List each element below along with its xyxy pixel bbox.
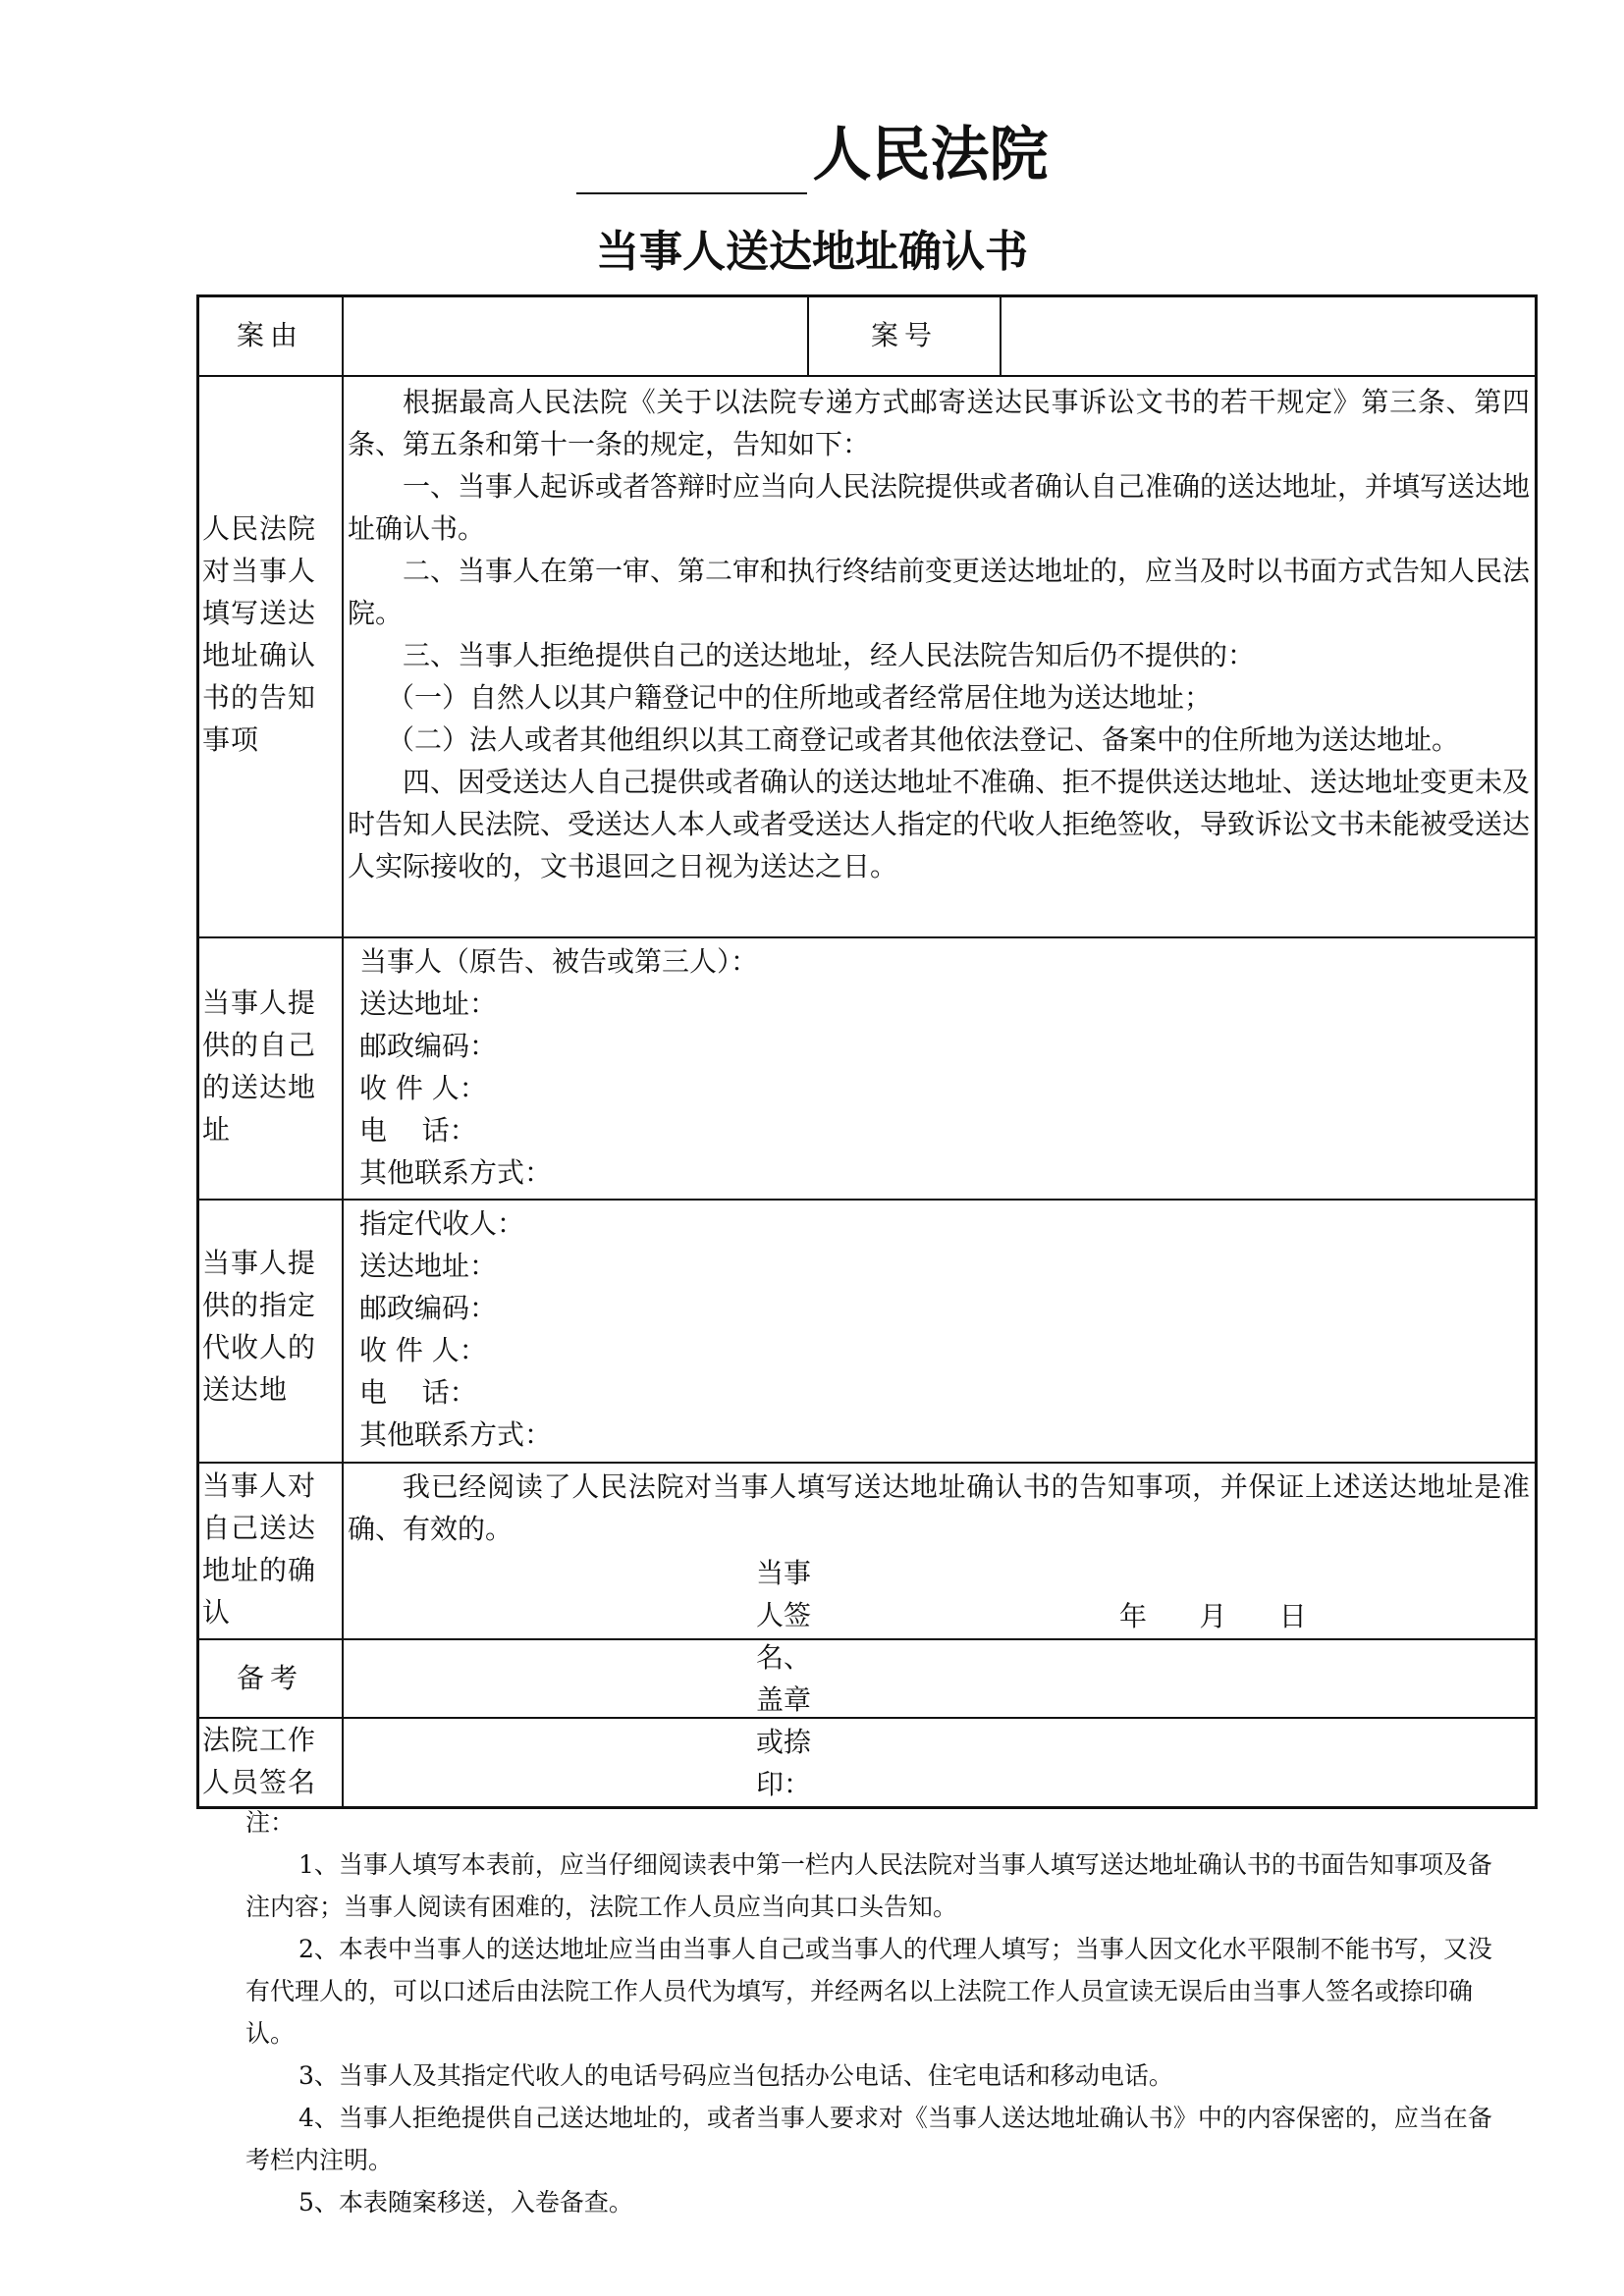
recipient-field[interactable]: 收 件 人：	[359, 1334, 487, 1366]
recipient-field[interactable]: 收 件 人：	[359, 1072, 487, 1104]
own-address-fields	[359, 940, 1528, 1194]
document-title: 当事人送达地址确认书	[596, 227, 1028, 277]
confirmation-label: 当事人对自己送达地址的确认	[202, 1469, 317, 1629]
address-field[interactable]: 送达地址：	[359, 1250, 498, 1282]
note-item: 5、本表随案移送，入卷备查。	[298, 2188, 633, 2216]
other-contact-field[interactable]: 其他联系方式：	[359, 1156, 553, 1189]
notes-title: 注：	[245, 1808, 296, 1837]
row-divider	[196, 375, 1538, 377]
notice-paragraph: 一、当事人起诉或者答辩时应当向人民法院提供或者确认自己准确的送达地址，并填写送达地址确认书。	[348, 470, 1531, 545]
note-item: 1、当事人填写本表前，应当仔细阅读表中第一栏内人民法院对当事人填写送达地址确认书的书面告知事项及备注内容；当事人阅读有困难的，法院工作人员应当向其口头告知。	[245, 1850, 1492, 1921]
other-contact-field[interactable]: 其他联系方式：	[359, 1418, 553, 1451]
agent-address-label: 当事人提供的指定代收人的送达地	[202, 1247, 317, 1406]
agent-name-field[interactable]: 指定代收人：	[359, 1207, 525, 1240]
date-line[interactable]: 年 月 日	[1119, 1600, 1307, 1632]
notice-paragraph: 三、当事人拒绝提供自己的送达地址，经人民法院告知后仍不提供的：	[403, 639, 1256, 671]
address-field[interactable]: 送达地址：	[359, 988, 498, 1020]
court-title-suffix: 人民法院	[812, 121, 1049, 189]
row-divider	[196, 1638, 1538, 1640]
notice-paragraph: （一）自然人以其户籍登记中的住所地或者经常居住地为送达地址；	[387, 681, 1213, 714]
table-border-left	[196, 294, 199, 1809]
agent-address-fields	[359, 1202, 1528, 1456]
notice-paragraph: 四、因受送达人自己提供或者确认的送达地址不准确、拒不提供送达地址、送达地址变更未及时告知人民法院、受送达人本人或者受送达人指定的代收人拒绝签收，导致诉讼文书未能被受送达人实际接收的，文书退回之日视为送达之日。	[348, 766, 1531, 882]
row-divider	[196, 1462, 1538, 1464]
remarks-label: 备考	[236, 1662, 303, 1694]
column-divider	[1000, 294, 1001, 377]
staff-signature-label: 法院工作人员签名	[202, 1724, 317, 1798]
court-title	[0, 116, 1624, 194]
row-divider	[196, 936, 1538, 938]
own-address-label: 当事人提供的自己的送达地址	[202, 987, 317, 1146]
notice-label: 人民法院对当事人填写送达地址确认书的告知事项	[202, 512, 317, 756]
phone-field[interactable]: 电 话：	[359, 1114, 477, 1147]
postcode-field[interactable]: 邮政编码：	[359, 1292, 498, 1324]
notes-section	[245, 1801, 1512, 2223]
case-cause-field[interactable]	[346, 298, 805, 373]
case-cause-label: 案由	[236, 319, 303, 351]
postcode-field[interactable]: 邮政编码：	[359, 1030, 498, 1062]
court-name-blank[interactable]	[576, 137, 807, 194]
row-divider	[196, 1199, 1538, 1201]
table-border-right	[1535, 294, 1538, 1809]
remarks-field[interactable]	[346, 1642, 1532, 1713]
notice-content	[348, 381, 1530, 887]
confirmation-text: 我已经阅读了人民法院对当事人填写送达地址确认书的告知事项，并保证上述送达地址是准确、有效的。	[348, 1470, 1530, 1545]
notice-paragraph: （二）法人或者其他组织以其工商登记或者其他依法登记、备案中的住所地为送达地址。	[387, 723, 1460, 756]
party-field[interactable]: 当事人（原告、被告或第三人）：	[359, 945, 759, 978]
note-item: 3、当事人及其指定代收人的电话号码应当包括办公电话、住宅电话和移动电话。	[298, 2061, 1173, 2090]
case-number-label: 案号	[870, 319, 938, 351]
column-divider	[342, 294, 344, 1809]
phone-field[interactable]: 电 话：	[359, 1376, 477, 1409]
note-item: 2、本表中当事人的送达地址应当由当事人自己或当事人的代理人填写；当事人因文化水平限制不能书写，又没有代理人的，可以口述后由法院工作人员代为填写，并经两名以上法院工作人员宣读无误后由当事人签名或捺印确认。	[245, 1935, 1492, 2048]
case-number-field[interactable]	[1003, 298, 1532, 373]
signature-line[interactable]: 当事人签名、盖章或捺印：	[756, 1557, 812, 1800]
note-item: 4、当事人拒绝提供自己送达地址的，或者当事人要求对《当事人送达地址确认书》中的内容保密的，应当在备考栏内注明。	[245, 2104, 1492, 2174]
table-border-top	[196, 294, 1538, 297]
row-divider	[196, 1717, 1538, 1719]
notice-paragraph: 根据最高人民法院《关于以法院专递方式邮寄送达民事诉讼文书的若干规定》第三条、第四条、第五条和第十一条的规定，告知如下：	[348, 386, 1530, 460]
staff-signature-field[interactable]	[346, 1721, 1532, 1803]
notice-paragraph: 二、当事人在第一审、第二审和执行终结前变更送达地址的，应当及时以书面方式告知人民法院。	[348, 555, 1531, 629]
